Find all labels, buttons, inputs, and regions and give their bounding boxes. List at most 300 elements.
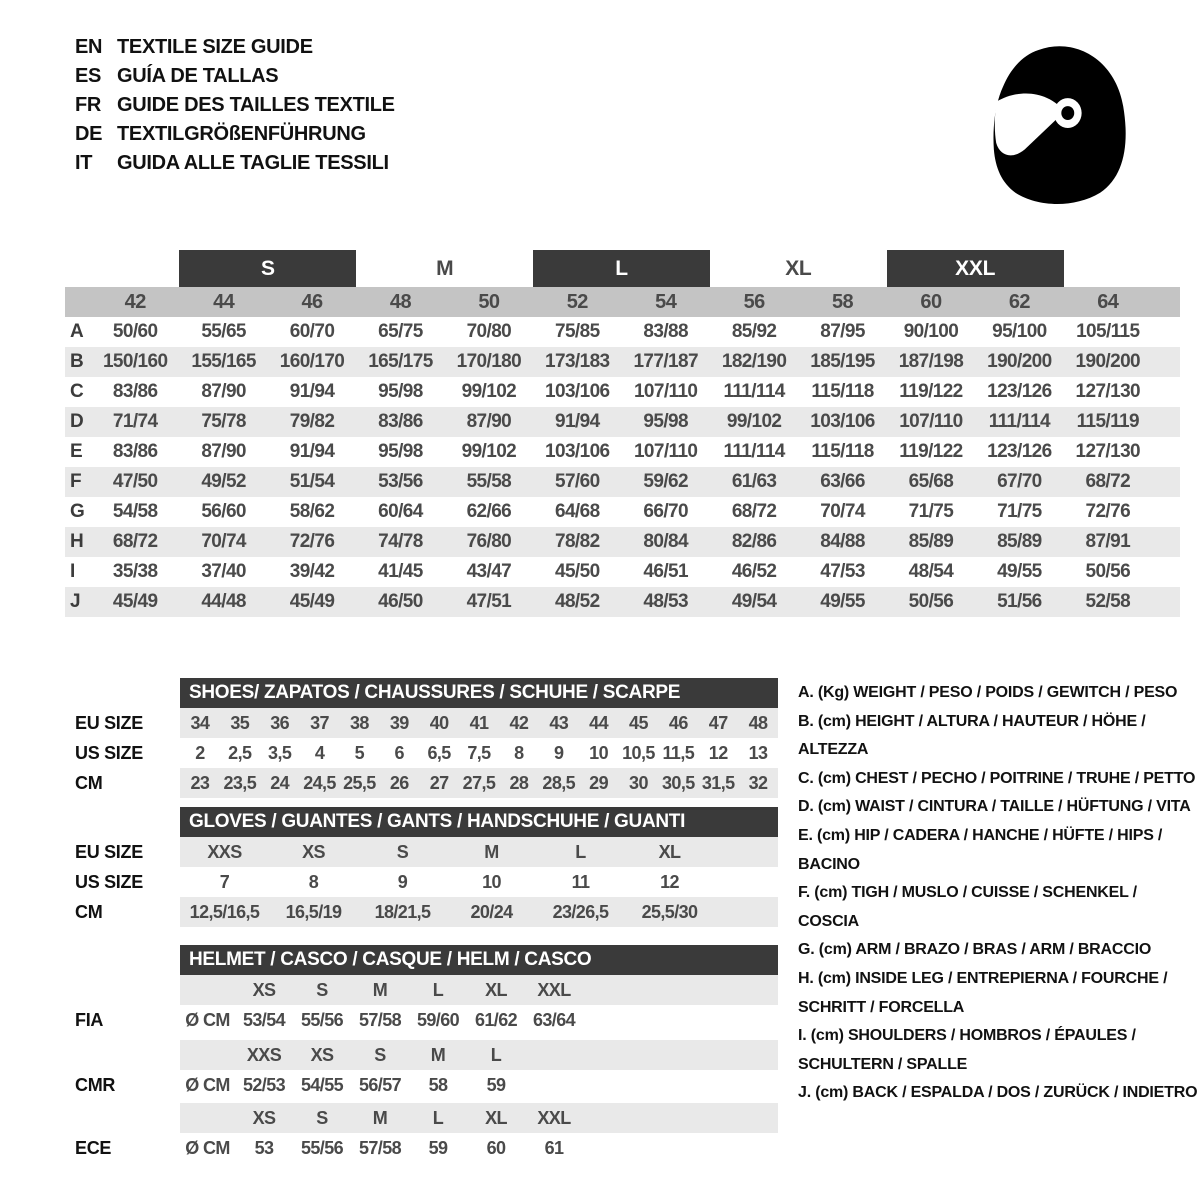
shoes-size-table	[180, 678, 778, 798]
size-value-cell: 95/98	[378, 381, 423, 402]
size-value-cell: 43/47	[466, 561, 512, 582]
size-value-cell: 70/74	[201, 531, 246, 552]
helmet-standard-fia: FIA	[75, 1010, 104, 1030]
size-value-cell: 41/45	[378, 561, 423, 582]
column-header: 50	[478, 290, 500, 313]
shoe-size-cell: 13	[748, 742, 768, 763]
column-header: 62	[1008, 290, 1030, 313]
size-value-cell: 91/94	[289, 381, 335, 402]
size-value-cell: 49/55	[997, 561, 1042, 582]
shoe-size-cell: 37	[310, 712, 329, 733]
size-group-s: S	[179, 250, 356, 287]
shoe-size-cell: 8	[514, 742, 524, 763]
column-header: 48	[389, 290, 411, 313]
helmet-sizes-row-fia	[180, 975, 778, 1005]
shoe-size-cell: 27,5	[462, 772, 496, 793]
size-value-cell: 47/51	[466, 591, 512, 612]
size-value-cell: 50/56	[1085, 561, 1131, 582]
corner-cell	[65, 287, 91, 317]
glove-size-cell: 12,5/16,5	[189, 901, 260, 922]
measurement-row-i	[65, 557, 1180, 587]
size-value-cell: 127/130	[1075, 381, 1141, 402]
shoe-size-cell-row	[180, 768, 778, 798]
column-header: 52	[566, 290, 588, 313]
size-value-cell: 48/52	[555, 591, 600, 612]
size-value-cell: 107/110	[633, 441, 698, 462]
language-code: FR	[75, 94, 102, 116]
size-value-cell: 37/40	[201, 561, 246, 582]
helmet-size-value: 54/55	[300, 1074, 344, 1095]
size-value-cell: 95/100	[992, 321, 1047, 342]
language-title: GUÍA DE TALLAS	[117, 65, 279, 87]
size-value-cell: 70/74	[820, 501, 865, 522]
helmet-size-value: 55/56	[300, 1137, 344, 1158]
column-header: 46	[301, 290, 323, 313]
racing-helmet-icon	[980, 40, 1134, 206]
shoe-size-cell: 24	[270, 772, 290, 793]
column-header: 56	[743, 290, 765, 313]
size-value-cell: 99/102	[461, 441, 517, 462]
size-value-cell: 54/58	[112, 501, 158, 522]
size-value-cell: 190/200	[987, 351, 1052, 372]
measurement-row-g	[65, 497, 1180, 527]
measurement-row-c	[65, 377, 1180, 407]
column-header: 54	[655, 290, 677, 313]
size-value-cell: 99/102	[726, 411, 782, 432]
size-value-cell: 155/165	[191, 351, 256, 372]
size-value-cell: 55/65	[201, 321, 246, 342]
size-group-xl: XL	[785, 256, 812, 280]
size-group-l: L	[533, 250, 710, 287]
shoe-size-cell: 23	[190, 772, 210, 793]
size-value-cell: 173/183	[545, 351, 610, 372]
language-title-block	[75, 33, 395, 178]
helmet-size-value: 53/54	[242, 1009, 286, 1030]
shoe-size-cell: 27	[429, 772, 449, 793]
language-title: TEXTILGRÖßENFÜHRUNG	[117, 123, 366, 145]
shoe-size-cell: 3,5	[268, 742, 292, 763]
size-value-cell: 85/89	[997, 531, 1042, 552]
helmet-size-label: XS	[252, 979, 276, 1000]
row-label: B	[70, 351, 84, 372]
size-group-header-row	[65, 250, 1180, 287]
shoe-size-cell: 2,5	[228, 742, 252, 763]
shoe-size-cell: 23,5	[223, 772, 257, 793]
language-title: GUIDE DES TAILLES TEXTILE	[117, 94, 395, 116]
helmet-sizes-row-cmr	[180, 1040, 778, 1070]
glove-size-cell: 12	[660, 871, 679, 892]
shoe-size-cell: 31,5	[701, 772, 735, 793]
size-value-cell: 65/75	[378, 321, 423, 342]
helmet-standard-ece: ECE	[75, 1138, 112, 1158]
size-value-cell: 49/55	[820, 591, 865, 612]
helmet-size-value: 52/53	[242, 1074, 286, 1095]
helmet-size-label: XXS	[246, 1044, 282, 1065]
row-label: D	[70, 411, 84, 432]
legend-item: F. (cm) TIGH / MUSLO / CUISSE / SCHENKEL / COSCIA	[798, 884, 1137, 930]
size-value-cell: 103/106	[545, 441, 610, 462]
shoe-size-cell: 11,5	[662, 742, 695, 763]
glove-size-cell-row	[180, 837, 778, 867]
glove-size-cell: 20/24	[470, 901, 513, 922]
language-code: ES	[75, 65, 102, 87]
row-label: J	[70, 591, 80, 612]
gloves-size-table	[180, 807, 778, 927]
measurement-row-j	[65, 587, 1180, 617]
size-value-cell: 47/50	[112, 471, 158, 492]
helmet-size-value: 59/60	[416, 1009, 460, 1030]
glove-size-cell: XXS	[207, 841, 242, 862]
helmet-size-label: L	[432, 979, 444, 1000]
shoes-eu-size-label: EU SIZE	[75, 713, 143, 733]
size-value-cell: 83/86	[112, 381, 158, 402]
helmet-size-label: S	[316, 979, 328, 1000]
size-value-cell: 61/63	[731, 471, 777, 492]
shoe-size-cell: 43	[549, 712, 569, 733]
language-row	[75, 149, 395, 178]
size-value-cell: 46/51	[643, 561, 688, 582]
column-header: 58	[832, 290, 854, 313]
helmet-size-table	[180, 945, 778, 1163]
size-value-cell: 51/54	[289, 471, 335, 492]
shoe-size-cell: 5	[354, 742, 365, 763]
shoe-size-cell: 10	[589, 742, 608, 763]
row-label: A	[70, 321, 84, 342]
helmet-size-value: 61/62	[474, 1009, 518, 1030]
size-value-cell: 160/170	[279, 351, 345, 372]
size-value-cell: 72/76	[289, 531, 335, 552]
column-header: 42	[124, 290, 146, 313]
size-value-cell: 62/66	[466, 501, 512, 522]
row-label: I	[70, 561, 75, 582]
glove-size-cell: 25,5/30	[641, 901, 698, 922]
unit-label: Ø CM	[185, 1137, 230, 1158]
helmet-standard-cmr: CMR	[75, 1075, 116, 1095]
size-value-cell: 82/86	[731, 531, 777, 552]
size-value-cell: 103/106	[810, 411, 875, 432]
legend-item: B. (cm) HEIGHT / ALTURA / HAUTEUR / HÖHE / ALTEZZA	[798, 712, 1146, 759]
helmet-size-label: XXL	[537, 979, 571, 1000]
helmet-size-value: 59	[428, 1137, 448, 1158]
shoe-size-cell: 30,5	[662, 772, 695, 793]
shoe-size-cell: 6,5	[427, 742, 451, 763]
shoes-us-size-label: US SIZE	[75, 743, 143, 763]
size-value-cell: 65/68	[908, 471, 954, 492]
size-value-cell: 83/88	[643, 321, 688, 342]
shoes-header: SHOES/ ZAPATOS / CHAUSSURES / SCHUHE / SCARPE	[180, 678, 778, 708]
shoe-size-cell-row	[180, 708, 778, 738]
size-value-cell: 83/86	[112, 441, 158, 462]
size-value-cell: 60/70	[289, 321, 335, 342]
size-value-cell: 103/106	[545, 381, 610, 402]
helmet-size-value: 57/58	[358, 1137, 402, 1158]
shoe-size-cell: 39	[389, 712, 409, 733]
size-value-cell: 45/49	[289, 591, 335, 612]
legend-item: I. (cm) SHOULDERS / HOMBROS / ÉPAULES / SCHULTERN / SPALLE	[798, 1027, 1136, 1073]
size-value-cell: 95/98	[378, 441, 423, 462]
helmet-size-value: 61	[544, 1137, 564, 1158]
helmet-size-label: M	[372, 1107, 388, 1128]
row-label: H	[70, 531, 84, 552]
size-value-cell: 79/82	[289, 411, 335, 432]
helmet-size-label: M	[372, 979, 388, 1000]
shoe-size-cell: 34	[190, 712, 210, 733]
glove-size-cell: 16,5/19	[285, 901, 342, 922]
size-group-xxl: XXL	[887, 250, 1064, 287]
shoe-size-cell: 32	[748, 772, 768, 793]
size-value-cell: 85/89	[908, 531, 954, 552]
size-value-cell: 182/190	[721, 351, 787, 372]
size-value-cell: 45/50	[555, 561, 600, 582]
size-value-cell: 115/118	[811, 381, 874, 402]
helmet-size-label: L	[432, 1107, 444, 1128]
helmet-size-value: 58	[428, 1074, 448, 1095]
glove-size-cell: 10	[482, 871, 501, 892]
language-row	[75, 120, 395, 149]
size-value-cell: 68/72	[1085, 471, 1131, 492]
size-value-cell: 87/91	[1085, 531, 1131, 552]
size-value-cell: 115/119	[1076, 411, 1139, 432]
size-value-cell: 95/98	[643, 411, 688, 432]
size-value-cell: 60/64	[378, 501, 423, 522]
size-value-cell: 127/130	[1075, 441, 1141, 462]
shoe-size-cell: 40	[429, 712, 449, 733]
size-value-cell: 57/60	[555, 471, 600, 492]
size-value-cell: 111/114	[723, 381, 785, 402]
shoe-size-cell: 25,5	[343, 772, 376, 793]
helmet-size-label: XL	[485, 1107, 507, 1128]
glove-size-cell: L	[575, 841, 586, 862]
helmet-size-label: XS	[310, 1044, 334, 1065]
shoe-size-cell: 30	[629, 772, 648, 793]
glove-size-cell: 11	[571, 871, 590, 892]
size-value-cell: 68/72	[731, 501, 777, 522]
size-value-cell: 111/114	[723, 441, 785, 462]
size-value-cell: 119/122	[899, 441, 963, 462]
helmet-size-label: XS	[252, 1107, 276, 1128]
helmet-size-label: XL	[485, 979, 507, 1000]
measurement-row-d	[65, 407, 1180, 437]
legend-item: A. (Kg) WEIGHT / PESO / POIDS / GEWITCH / PESO	[798, 684, 1178, 701]
size-value-cell: 177/187	[633, 351, 698, 372]
language-row	[75, 91, 395, 120]
column-header: 44	[213, 290, 235, 313]
shoe-size-cell: 28	[509, 772, 529, 793]
size-value-cell: 56/60	[201, 501, 246, 522]
helmet-size-value: 59	[486, 1074, 506, 1095]
shoe-size-cell: 42	[509, 712, 529, 733]
shoe-size-cell: 26	[389, 772, 409, 793]
size-value-cell: 49/52	[201, 471, 246, 492]
legend-item: D. (cm) WAIST / CINTURA / TAILLE / HÜFTUNG / VITA	[798, 798, 1191, 816]
racing-helmet-graphic	[980, 40, 1134, 206]
row-label: F	[70, 471, 82, 492]
size-value-cell: 68/72	[112, 531, 158, 552]
measurement-legend	[798, 679, 1198, 1108]
garment-size-table	[65, 250, 1180, 617]
shoe-size-cell: 48	[748, 712, 768, 733]
shoe-size-cell: 41	[469, 712, 489, 733]
size-value-cell: 185/195	[810, 351, 875, 372]
size-value-cell: 48/53	[643, 591, 688, 612]
glove-size-cell: M	[484, 841, 499, 862]
size-value-cell: 85/92	[731, 321, 777, 342]
size-value-cell: 87/90	[201, 381, 246, 402]
helmet-size-label: M	[430, 1044, 446, 1065]
helmet-rows	[180, 975, 778, 1163]
garment-size-rows	[65, 317, 1180, 617]
size-value-cell: 165/175	[368, 351, 433, 372]
size-value-cell: 49/54	[731, 591, 777, 612]
helmet-size-label: S	[374, 1044, 386, 1065]
helmet-size-label: XXL	[537, 1107, 571, 1128]
language-title: TEXTILE SIZE GUIDE	[117, 36, 313, 58]
size-value-cell: 91/94	[289, 441, 335, 462]
glove-size-cell-row	[180, 897, 778, 927]
helmet-size-label: S	[316, 1107, 328, 1128]
shoe-size-cell: 36	[270, 712, 290, 733]
size-value-cell: 59/62	[643, 471, 688, 492]
helmet-size-value: 55/56	[300, 1009, 344, 1030]
legend-item: E. (cm) HIP / CADERA / HANCHE / HÜFTE / HIPS / BACINO	[798, 826, 1163, 873]
column-header: 64	[1097, 290, 1119, 313]
shoe-size-cell: 9	[554, 742, 564, 763]
column-header: 60	[920, 290, 942, 313]
glove-size-cell: XL	[658, 841, 681, 862]
language-code: EN	[75, 36, 103, 58]
size-value-cell: 52/58	[1085, 591, 1131, 612]
helmet-sizes-row-ece	[180, 1103, 778, 1133]
size-value-cell: 35/38	[112, 561, 158, 582]
size-value-cell: 46/52	[731, 561, 777, 582]
helmet-size-value: 57/58	[358, 1009, 402, 1030]
gloves-us-size-label: US SIZE	[75, 872, 143, 892]
glove-size-cell: 23/26,5	[552, 901, 609, 922]
legend-item: G. (cm) ARM / BRAZO / BRAS / ARM / BRACCIO	[798, 941, 1152, 959]
size-value-cell: 71/75	[997, 501, 1042, 522]
size-value-cell: 87/90	[201, 441, 246, 462]
size-value-cell: 90/100	[903, 321, 959, 342]
helmet-values-row-fia	[180, 1005, 778, 1035]
legend-item: H. (cm) INSIDE LEG / ENTREPIERNA / FOURCHE / SCHRITT / FORCELLA	[798, 969, 1168, 1016]
size-value-cell: 75/78	[201, 411, 246, 432]
shoe-size-cell: 24,5	[303, 772, 336, 793]
language-row	[75, 33, 395, 62]
shoe-size-cell: 4	[314, 742, 325, 763]
measurement-row-e	[65, 437, 1180, 467]
size-value-cell: 150/160	[102, 351, 168, 372]
size-value-cell: 71/74	[112, 411, 158, 432]
glove-size-cell: 8	[308, 871, 319, 892]
size-value-cell: 66/70	[643, 501, 688, 522]
gloves-rows	[180, 837, 778, 927]
helmet-values-row-ece	[180, 1133, 778, 1163]
language-code: DE	[75, 123, 103, 145]
legend-item: J. (cm) BACK / ESPALDA / DOS / ZURÜCK / INDIETRO	[798, 1084, 1198, 1102]
size-value-cell: 72/76	[1085, 501, 1131, 522]
size-value-cell: 170/180	[456, 351, 522, 372]
size-value-cell: 53/56	[378, 471, 423, 492]
size-group-m: M	[436, 256, 454, 280]
shoe-size-cell: 44	[589, 712, 608, 733]
legend-item: C. (cm) CHEST / PECHO / POITRINE / TRUHE / PETTO	[798, 769, 1196, 787]
shoe-size-cell: 35	[230, 712, 250, 733]
size-value-cell: 63/66	[820, 471, 865, 492]
shoe-size-cell: 47	[708, 712, 728, 733]
row-label: E	[70, 441, 83, 462]
measurement-row-h	[65, 527, 1180, 557]
shoe-size-cell: 45	[629, 712, 648, 733]
size-value-cell: 50/60	[112, 321, 158, 342]
row-label: C	[70, 381, 84, 402]
shoe-size-cell: 46	[668, 712, 688, 733]
size-value-cell: 55/58	[466, 471, 512, 492]
size-value-cell: 50/56	[908, 591, 954, 612]
size-value-cell: 83/86	[378, 411, 423, 432]
glove-size-cell: 18/21,5	[374, 901, 431, 922]
shoe-size-cell: 29	[589, 772, 608, 793]
size-value-cell: 64/68	[555, 501, 600, 522]
size-value-cell: 44/48	[201, 591, 246, 612]
size-value-cell: 74/78	[378, 531, 423, 552]
helmet-values-row-cmr	[180, 1070, 778, 1100]
size-value-cell: 115/118	[811, 441, 874, 462]
size-value-cell: 84/88	[820, 531, 865, 552]
size-value-cell: 119/122	[899, 381, 963, 402]
glove-size-cell: 9	[397, 871, 408, 892]
glove-size-cell: S	[396, 841, 409, 862]
unit-label: Ø CM	[185, 1009, 230, 1030]
size-value-cell: 39/42	[289, 561, 335, 582]
shoe-size-cell: 10,5	[622, 742, 655, 763]
unit-label: Ø CM	[185, 1074, 230, 1095]
size-value-cell: 187/198	[898, 351, 964, 372]
size-value-cell: 75/85	[555, 321, 600, 342]
size-value-cell: 71/75	[908, 501, 954, 522]
gloves-cm-label: CM	[75, 902, 103, 922]
size-value-cell: 80/84	[643, 531, 688, 552]
helmet-size-value: 56/57	[358, 1074, 402, 1095]
size-value-cell: 123/126	[987, 381, 1052, 402]
size-value-cell: 91/94	[555, 411, 600, 432]
helmet-header: HELMET / CASCO / CASQUE / HELM / CASCO	[180, 945, 778, 975]
measurement-row-b	[65, 347, 1180, 377]
size-value-cell: 76/80	[466, 531, 512, 552]
language-row	[75, 62, 395, 91]
shoes-cm-label: CM	[75, 773, 103, 793]
size-value-cell: 67/70	[997, 471, 1042, 492]
shoe-size-cell: 6	[394, 742, 404, 763]
shoe-size-cell: 7,5	[467, 742, 491, 763]
size-value-cell: 105/115	[1076, 321, 1140, 342]
gloves-eu-size-label: EU SIZE	[75, 842, 143, 862]
shoes-rows	[180, 708, 778, 798]
helmet-size-value: 53	[254, 1137, 274, 1158]
size-value-cell: 107/110	[899, 411, 963, 432]
measurement-row-f	[65, 467, 1180, 497]
language-code: IT	[75, 152, 93, 174]
size-value-cell: 45/49	[112, 591, 158, 612]
size-value-cell: 78/82	[555, 531, 600, 552]
helmet-size-label: L	[490, 1044, 502, 1065]
size-value-cell: 46/50	[378, 591, 423, 612]
size-value-cell: 51/56	[997, 591, 1042, 612]
shoe-size-cell: 12	[708, 742, 728, 763]
size-value-cell: 87/95	[820, 321, 865, 342]
size-value-cell: 70/80	[466, 321, 512, 342]
size-value-cell: 87/90	[466, 411, 512, 432]
language-title: GUIDA ALLE TAGLIE TESSILI	[117, 152, 389, 174]
